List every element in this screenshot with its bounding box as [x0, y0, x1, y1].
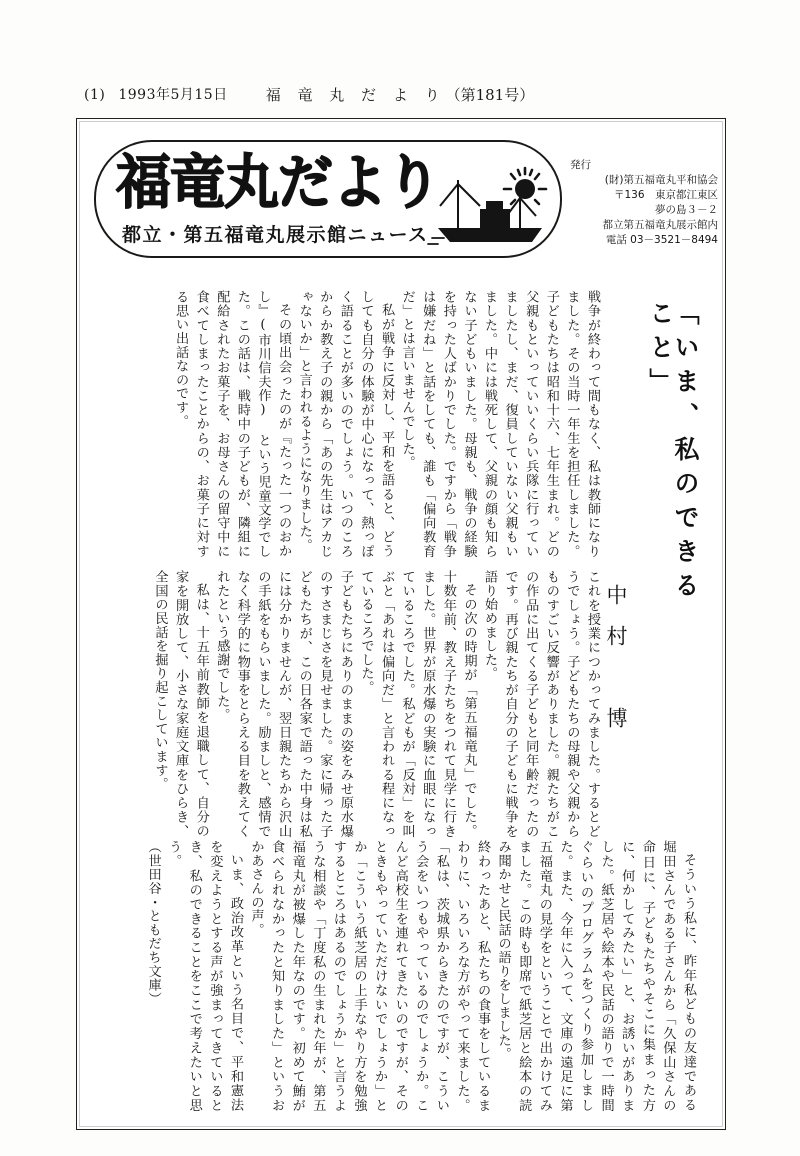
- paragraph: 私は、十五年前教師を退職して、自分の家を開放して、小さな家庭文庫をひらき、全国の民話を掘り起こしています。: [152, 570, 209, 838]
- paragraph: 終わったあと、私たちの食事をしているまわりに、いろいろな方がやって来ました。「私は、茨城県からきたのですが、こういう会をいつもやっているのでしょうか。こんど高校生を連れてきたいのですが、そのときもやっていただけないでしょうか」とか「こういう紙芝居の上手なやり方を勉強するところはあるのでしょうか」と言うような相談や「丁度私の生まれた年が、第五福竜丸が被爆した年なのです。初めて鮪が食べられなかったと知りました」というおかあさんの声。: [248, 840, 491, 1112]
- paragraph: その次の時期が「第五福竜丸」でした。十数年前、教え子たちをつれて見学に行きました。世界が原水爆の実験に血眼になっているころでした。私どもが「反対」を叫ぶと「あれは偏向だ」と言われる程になっているころでした。: [358, 570, 477, 838]
- paragraph: これを授業につかってみました。するとどうでしょう。子どもたちの母親や父親からものすごい反響がありました。親たちがこの作品に出てくる子どもと同年齢だったのです。再び親たちが自分の子どもに戦争を語り始めました。: [482, 570, 600, 838]
- article-body-lower: [134, 840, 698, 1112]
- article-body-middle: [134, 570, 602, 838]
- page-number: (1): [84, 87, 106, 103]
- masthead-subtitle: 都立・第五福竜丸展示館ニュース: [122, 224, 429, 246]
- paragraph: 私が戦争に反対し、平和を語ると、どうしても自分の体験が中心になって、熱っぽく語ることが多いのでしょう。いつのころからか教え子の親から「あの先生はアカじゃないか」と言われるようになりました。: [296, 290, 395, 558]
- running-head: [0, 84, 800, 114]
- masthead-title: 福竜丸だより: [116, 148, 441, 217]
- issue-date: 1993年5月15日: [118, 87, 228, 103]
- running-head-center: [0, 84, 800, 105]
- paragraph: 子どもたちにありのままの姿をみせ原水爆のすさまじさを見せました。家に帰った子どもたちが、この日各家で語った中身は私には分かりませんが、翌日親たちから沢山の手紙をもらいました。励ましと、感情でなく科学的に物事をとらえる目を教えてくれたという感謝でした。: [214, 570, 353, 838]
- fishing-boat-with-sun-icon: [424, 154, 554, 250]
- publisher-address-line2: 夢の島３－２: [655, 204, 718, 216]
- article-byline: 中村 博: [604, 584, 628, 748]
- masthead: [94, 140, 562, 258]
- publisher-venue: 都立第五福竜丸展示館内: [602, 219, 718, 231]
- publication-title: 福 竜 丸 だ よ り: [265, 86, 446, 104]
- publisher-phone: 電話 03－3521－8494: [605, 234, 718, 246]
- paragraph: いま、政治改革という名目で、平和憲法を変えようとする声が強まってきているとき、私のできることをここで考えたいと思う。: [166, 840, 243, 1112]
- paragraph: その頃出会ったのが『たった一つのおかし』(市川信夫作) という児童文学でした。この話は、戦時中の子どもが、隣組に配給されたお菓子を、お母さんの留守中に食べてしまったことからの、お菓子に対する思い出話なのです。: [173, 290, 292, 558]
- publisher-info: [566, 158, 718, 248]
- article: [88, 284, 712, 1120]
- publisher-organization: (財)第五福竜丸平和協会: [604, 174, 718, 186]
- article-credit: （世田谷・ともだち文庫）: [145, 840, 161, 1006]
- article-headline: 「いま、私のできること」: [646, 300, 700, 606]
- paragraph: そういう私に、昨年私どもの友達である堀田さんである子さんから「久保山さんの命日に、子どもたちやそこに集まった方に、何かしてみたい」と、お誘いがありました。紙芝居や絵本や民話の語りで一時間ぐらいのプログラムをつくり参加しました。また、今年に入って、文庫の遠足に第五福竜丸の見学をということで出かけてみました。この時も即席で紙芝居と絵本の読み聞かせと民話の語りをしました。: [495, 840, 696, 1112]
- publisher-label: 発行: [570, 159, 591, 171]
- article-body-upper: [134, 290, 602, 558]
- publisher-postal-address: 〒136 東京都江東区: [613, 189, 718, 201]
- paragraph: 戦争が終わって間もなく、私は教師になりました。その当時一年生を担任しました。子どもたちは昭和十六、七年生まれ。どの父親もといっていいくらい兵隊に行っていましたし、まだ、復員していない父親もいました。中には戦死して、父親の顔も知らない子どもいました。母親も、戦争の経験を持った人ばかりでした。ですから「戦争は嫌だね」と話をしても、誰も「偏向教育だ」とは言いませんでした。: [399, 290, 600, 558]
- issue-number: （第181号）: [445, 86, 535, 104]
